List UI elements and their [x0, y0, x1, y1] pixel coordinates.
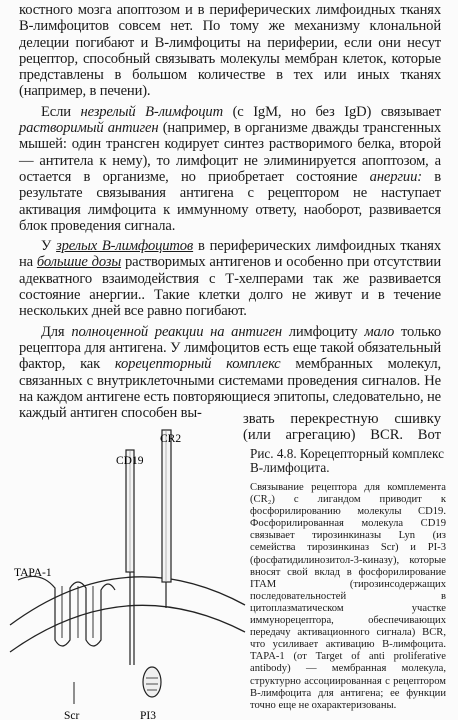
paragraph-1: костного мозга апоптозом и в периферических лимфоидных тканях В-лимфоцитов совсем нет. По тому же механизму клональной делеции погибают и В-лимфоциты на периферии, если они несут рецептор, способный связывать молекулы мембран клеток, которые представлены в большом количестве в тех или иных тканях (например, в печени). [19, 2, 441, 100]
figure-caption [250, 447, 446, 712]
p3-text: в периферических лимфоидных тканях на [19, 238, 442, 271]
p2-text: (например, в организме дважды трансгенных мышей: один трансген кодирует синтез растворимого белка, второй — антитела к нему), то лимфоцит не элиминируется апоптозом, а остается в организме, но приобретает состояние [19, 120, 441, 185]
continuation-line-2: (или агрегацию) BCR. Вот [243, 427, 441, 444]
cd19-label: CD19 [116, 455, 144, 467]
coreceptor-figure [0, 420, 250, 720]
p4-text: мембранных молекул, связанных с внутриклеточными системами проведения сигналов. Не на каждом антигене есть повторяющиеся эпитопы, следовательно, не каждый антиген способен вы- [19, 356, 441, 422]
p4-text: Для [41, 323, 72, 340]
caption-title: Рис. 4.8. Корецепторный комплекс В-лимфоцита. [250, 446, 444, 475]
paragraph-4 [19, 324, 441, 422]
cr2-bar [162, 430, 171, 582]
membrane-outer [10, 577, 245, 625]
tapa1-molecule [18, 576, 115, 646]
paragraph-4-continuation [243, 411, 441, 444]
continuation-line-1: звать перекрестную сшивку [243, 411, 441, 427]
tapa1-label: TAPA-1 [14, 567, 52, 579]
p3-emphasis: зрелых В-лимфоцитов [56, 238, 194, 255]
p2-emphasis: анергии: [369, 168, 422, 185]
p3-text: У [41, 238, 57, 255]
p4-emphasis: мало [364, 323, 395, 340]
p4-text: лимфоциту [281, 323, 365, 340]
p2-text: (с IgM, но без IgD) связывает [222, 103, 441, 120]
p4-text: только рецептора для антигена. У лимфоцитов есть еще такой обязательный фактор, как [19, 323, 441, 373]
p3-text: растворимых антигенов и особенно при отсутствии адекватного взаимодействия с Т-хелперами так же развивается состояние анергии.. Такие клетки долго не живут и в течение нескольких дней все равно погибают. [19, 254, 441, 320]
paragraph-3 [19, 238, 441, 319]
caption-body: Связывание рецептора для комплемента (CR₂) с лигандом приводит к фосфорилированию молекулы CD19. Фосфорилированная молекула CD19 связывает тирозинкиназы Lyn (из семейства тирозинкиназ Scr) и PI-3 (фосфатидилинозитол-3-киназу), которые вносят свой вклад в фосфорилирование ITAM (тирозинсодержащих последовательностей в цитоплазматическом участке иммунорецептора, обеспечивающих передачу активационного сигнала) BCR, что усиливает активацию В-лимфоцита. TAPA-1 (от Target of anti proliferative antibody) — мембранная молекула, структурно ассоциированная с рецептором В-лимфоцита для антигена; ее функции точно еще не охарактеризованы. [250, 482, 446, 711]
p4-emphasis: корецепторный комплекс [114, 356, 281, 373]
membrane-inner [10, 605, 245, 652]
p2-text: Если [41, 103, 81, 120]
p2-emphasis: незрелый В-лимфоцит [80, 103, 223, 120]
p3-emphasis: большие дозы [36, 254, 122, 271]
p2-emphasis: растворимый антиген [19, 120, 159, 137]
cr2-label: CR2 [160, 433, 182, 445]
paragraph-2 [19, 104, 441, 234]
pi3-label: PI3 [140, 710, 156, 720]
p4-emphasis: полноценной реакции на антиген [71, 323, 282, 340]
scr-label: Scr [64, 710, 80, 720]
body-text [19, 2, 441, 421]
pi3-molecule [143, 667, 161, 697]
p2-text: в результате связывания антигена с рецептором не наступает активация лимфоцита к иммунному ответу, наоборот, развивается блок проведения сигнала. [19, 168, 441, 234]
